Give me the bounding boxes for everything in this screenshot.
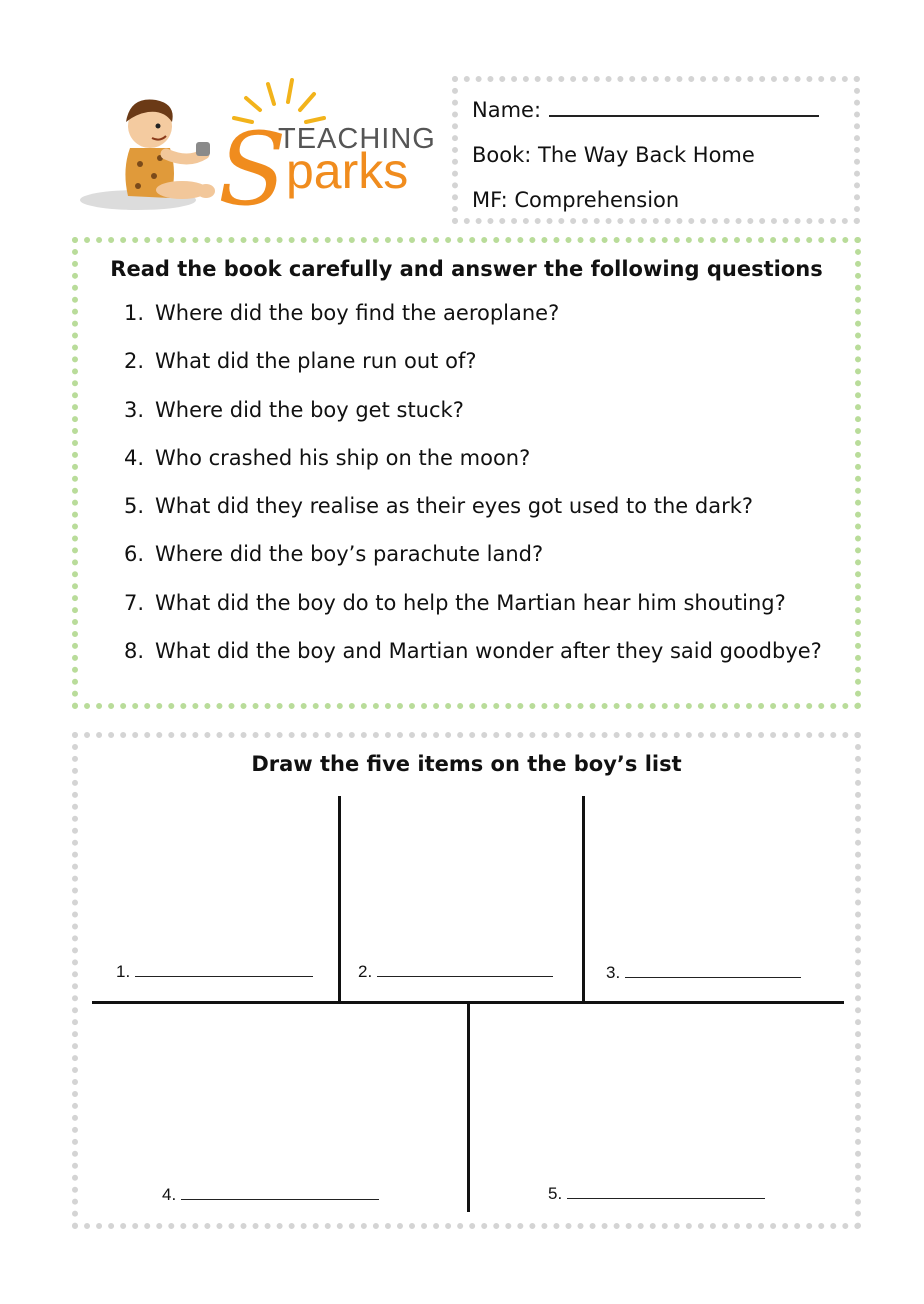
- slot-number: 5.: [548, 1184, 563, 1203]
- name-blank[interactable]: [549, 93, 819, 117]
- question-number: 4.: [124, 445, 145, 470]
- question-text: What did the boy do to help the Martian hear him shouting?: [155, 590, 786, 615]
- question-number: 2.: [124, 349, 145, 374]
- question-number: 3.: [124, 397, 145, 422]
- slot-blank[interactable]: [567, 1184, 765, 1199]
- question-item: [124, 482, 855, 530]
- question-item: [124, 434, 855, 482]
- question-item: [124, 530, 855, 578]
- slot-blank[interactable]: [377, 962, 553, 977]
- divider-vertical: [467, 1004, 470, 1212]
- question-item: [124, 627, 855, 675]
- drawing-slot-2[interactable]: [358, 962, 553, 982]
- question-number: 8.: [124, 639, 145, 664]
- student-info-box: [452, 76, 860, 224]
- question-text: Where did the boy find the aeroplane?: [155, 301, 560, 325]
- slot-blank[interactable]: [181, 1185, 379, 1200]
- question-number: 6.: [124, 542, 145, 567]
- question-text: What did the boy and Martian wonder after they said goodbye?: [155, 639, 822, 664]
- question-item: [124, 579, 855, 627]
- question-item: [124, 386, 855, 434]
- teaching-sparks-logo: [78, 78, 444, 218]
- question-text: What did the plane run out of?: [155, 349, 477, 374]
- svg-text:S: S: [218, 111, 287, 218]
- questions-heading: Read the book carefully and answer the following questions: [110, 257, 823, 281]
- question-text: Who crashed his ship on the moon?: [155, 445, 531, 470]
- question-list: [78, 289, 855, 675]
- question-text: Where did the boy’s parachute land?: [155, 542, 544, 567]
- questions-box: [72, 237, 861, 709]
- slot-blank[interactable]: [135, 962, 313, 977]
- question-item: [124, 337, 855, 385]
- question-text: Where did the boy get stuck?: [155, 397, 464, 422]
- drawing-slot-4[interactable]: [162, 1185, 379, 1205]
- name-line: [472, 90, 840, 135]
- slot-number: 2.: [358, 962, 373, 981]
- divider-vertical: [582, 796, 585, 1002]
- slot-number: 3.: [606, 963, 621, 982]
- slot-number: 1.: [116, 962, 131, 981]
- question-number: 1.: [124, 301, 145, 325]
- name-label: Name:: [472, 98, 542, 122]
- drawing-slot-3[interactable]: [606, 963, 801, 983]
- drawing-slot-5[interactable]: [548, 1184, 765, 1204]
- slot-number: 4.: [162, 1185, 177, 1204]
- drawing-heading: Draw the five items on the boy’s list: [251, 752, 682, 776]
- drawing-box: [72, 732, 861, 1229]
- drawing-slot-1[interactable]: [116, 962, 313, 982]
- caveman-mascot-icon: [78, 78, 444, 218]
- svg-text:parks: parks: [286, 143, 409, 199]
- slot-blank[interactable]: [625, 963, 801, 978]
- divider-vertical: [338, 796, 341, 1002]
- question-item: [124, 289, 855, 337]
- mf-label: MF: Comprehension: [472, 188, 680, 212]
- book-title: Book: The Way Back Home: [472, 143, 755, 167]
- question-number: 7.: [124, 590, 145, 615]
- logo-text-teaching: TEACHING: [278, 123, 436, 155]
- question-number: 5.: [124, 494, 145, 519]
- question-text: What did they realise as their eyes got used to the dark?: [155, 494, 754, 519]
